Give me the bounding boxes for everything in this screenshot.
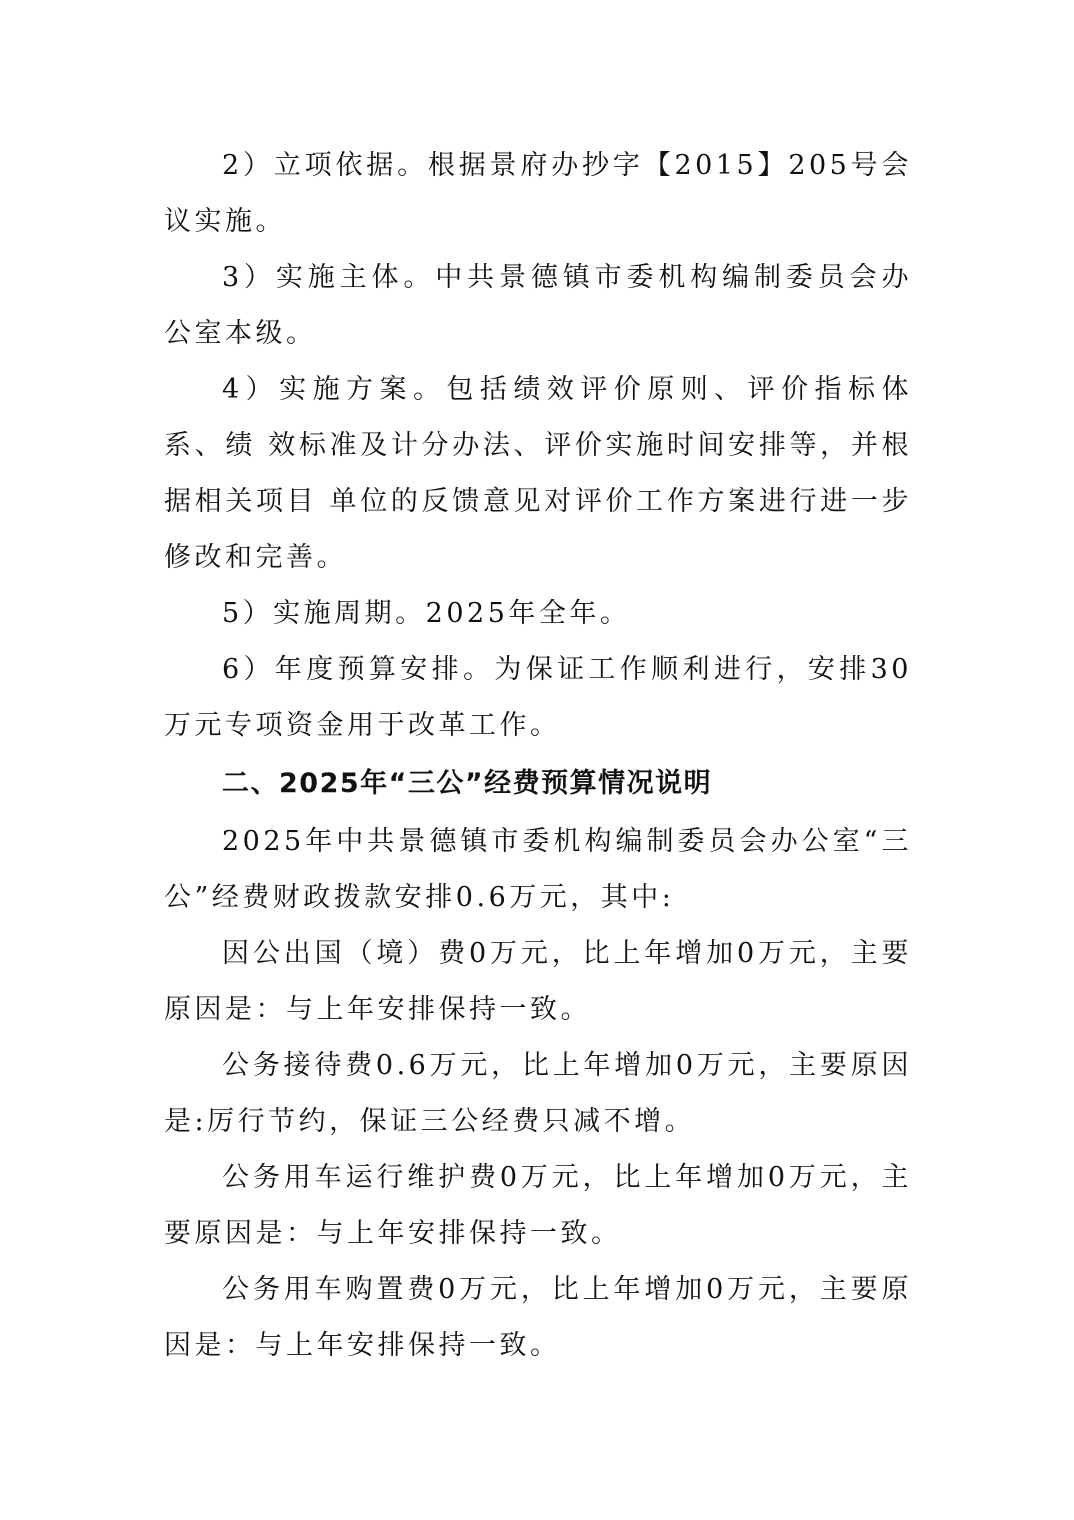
paragraph-annual-budget: 6）年度预算安排。为保证工作顺利进行，安排30万元专项资金用于改革工作。 [164,654,912,741]
section-heading: 二、2025年“三公”经费预算情况说明 [222,768,713,799]
paragraph-vehicle-maintenance: 公务用车运行维护费0万元，比上年增加0万元，主要原因是：与上年安排保持一致。 [164,1162,912,1249]
paragraph-project-basis: 2）立项依据。根据景府办抄字【2015】205号会议实施。 [164,150,912,237]
paragraph-implementation-period: 5）实施周期。2025年全年。 [222,598,631,629]
paragraph-implementation-plan: 4）实施方案。包括绩效评价原则、评价指标体系、绩 效标准及计分办法、评价实施时间安排等，并根据相关项目 单位的反馈意见对评价工作方案进行进一步修改和完善。 [164,374,912,573]
paragraph-official-reception: 公务接待费0.6万元，比上年增加0万元，主要原因是:厉行节约，保证三公经费只减不增。 [164,1050,912,1137]
document-body [164,138,912,1374]
paragraph-implementing-body: 3）实施主体。中共景德镇市委机构编制委员会办公室本级。 [164,262,912,349]
paragraph-vehicle-purchase: 公务用车购置费0万元，比上年增加0万元，主要原因是：与上年安排保持一致。 [164,1274,912,1361]
paragraph-overseas-travel: 因公出国（境）费0万元，比上年增加0万元，主要原因是：与上年安排保持一致。 [164,938,912,1025]
paragraph-three-public-total: 2025年中共景德镇市委机构编制委员会办公室“三公”经费财政拨款安排0.6万元，其中: [164,826,912,913]
